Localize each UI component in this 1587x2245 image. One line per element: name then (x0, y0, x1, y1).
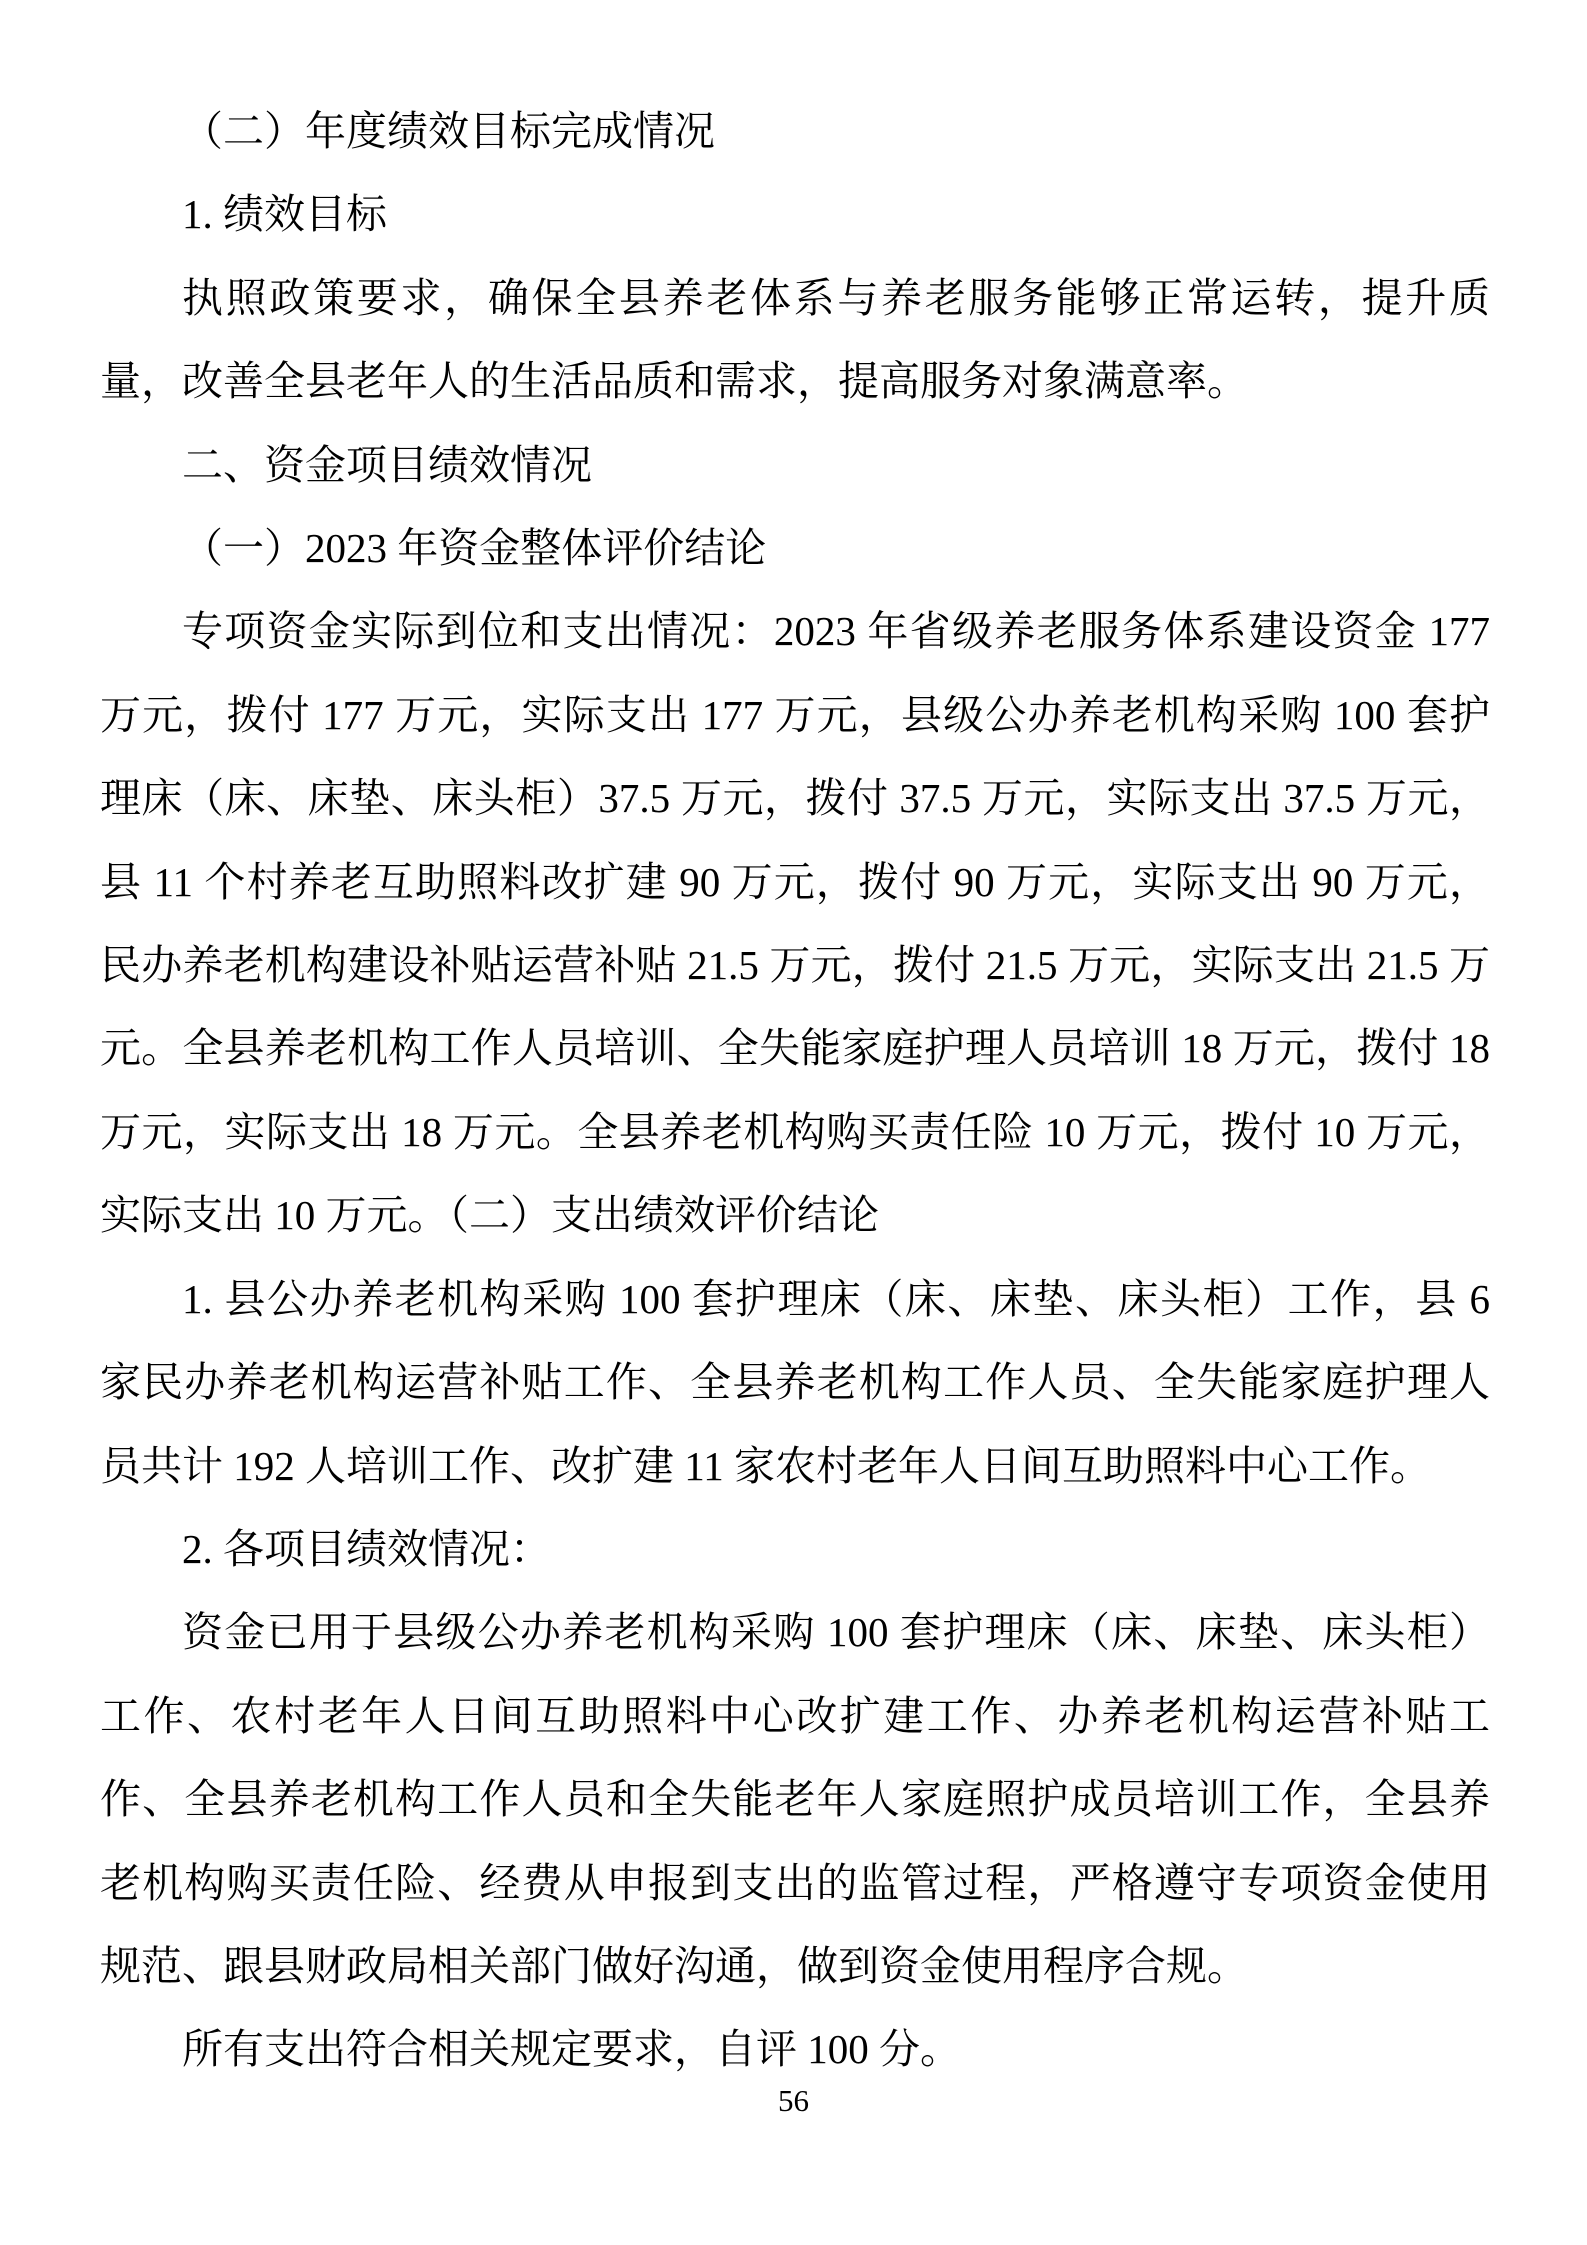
heading-annual-target-completion: （二）年度绩效目标完成情况 (182, 108, 715, 154)
heading-performance-target: 1. 绩效目标 (182, 191, 387, 238)
para-item-performance-body: 资金已用于县级公办养老机构采购 100 套护理床（床、床垫、床头柜）工作、农村老年人日间互助照料中心改扩建工作、办养老机构运营补贴工作、全县养老机构工作人员和全失能老年人家庭照护成员培训工作，全县养老机构购买责任险、经费从申报到支出的监管过程，严格遵守专项资金使用规范、跟县财政局相关部门做好沟通，做到资金使用程序合规。 (100, 1609, 1490, 1989)
para-self-evaluation-score: 所有支出符合相关规定要求，自评 100 分。 (182, 2026, 961, 2073)
document-body (100, 90, 1490, 2092)
para-performance-target-body: 执照政策要求，确保全县养老体系与养老服务能够正常运转，提升质量，改善全县老年人的生活品质和需求，提高服务对象满意率。 (100, 274, 1490, 405)
heading-fund-project-performance: 二、资金项目绩效情况 (182, 441, 592, 488)
para-fund-arrival-and-expenditure: 专项资金实际到位和支出情况：2023 年省级养老服务体系建设资金 177 万元，拨付 177 万元，实际支出 177 万元，县级公办养老机构采购 100 套护理床（床、床垫、床头柜）37.5 万元，拨付 37.5 万元，实际支出 37.5 万元，县 11 个村养老互助照料改扩建 90 万元，拨付 90 万元，实际支出 90 万元，民办养老机构建设补贴运营补贴 21.5 万元，拨付 21.5 万元，实际支出 21.5 万元。全县养老机构工作人员培训、全失能家庭护理人员培训 18 万元，拨付 18 万元，实际支出 18 万元。全县养老机构购买责任险 10 万元，拨付 10 万元，实际支出 10 万元。（二）支出绩效评价结论 (100, 608, 1490, 1239)
heading-2023-overall-evaluation: （一）2023 年资金整体评价结论 (182, 525, 767, 572)
page-number: 56 (778, 2083, 809, 2118)
para-expenditure-evaluation-item-1: 1. 县公办养老机构采购 100 套护理床（床、床垫、床头柜）工作，县 6 家民办养老机构运营补贴工作、全县养老机构工作人员、全失能家庭护理人员共计 192 人培训工作、改扩建 11 家农村老年人日间互助照料中心工作。 (100, 1275, 1490, 1489)
heading-item-performance: 2. 各项目绩效情况： (182, 1525, 551, 1572)
